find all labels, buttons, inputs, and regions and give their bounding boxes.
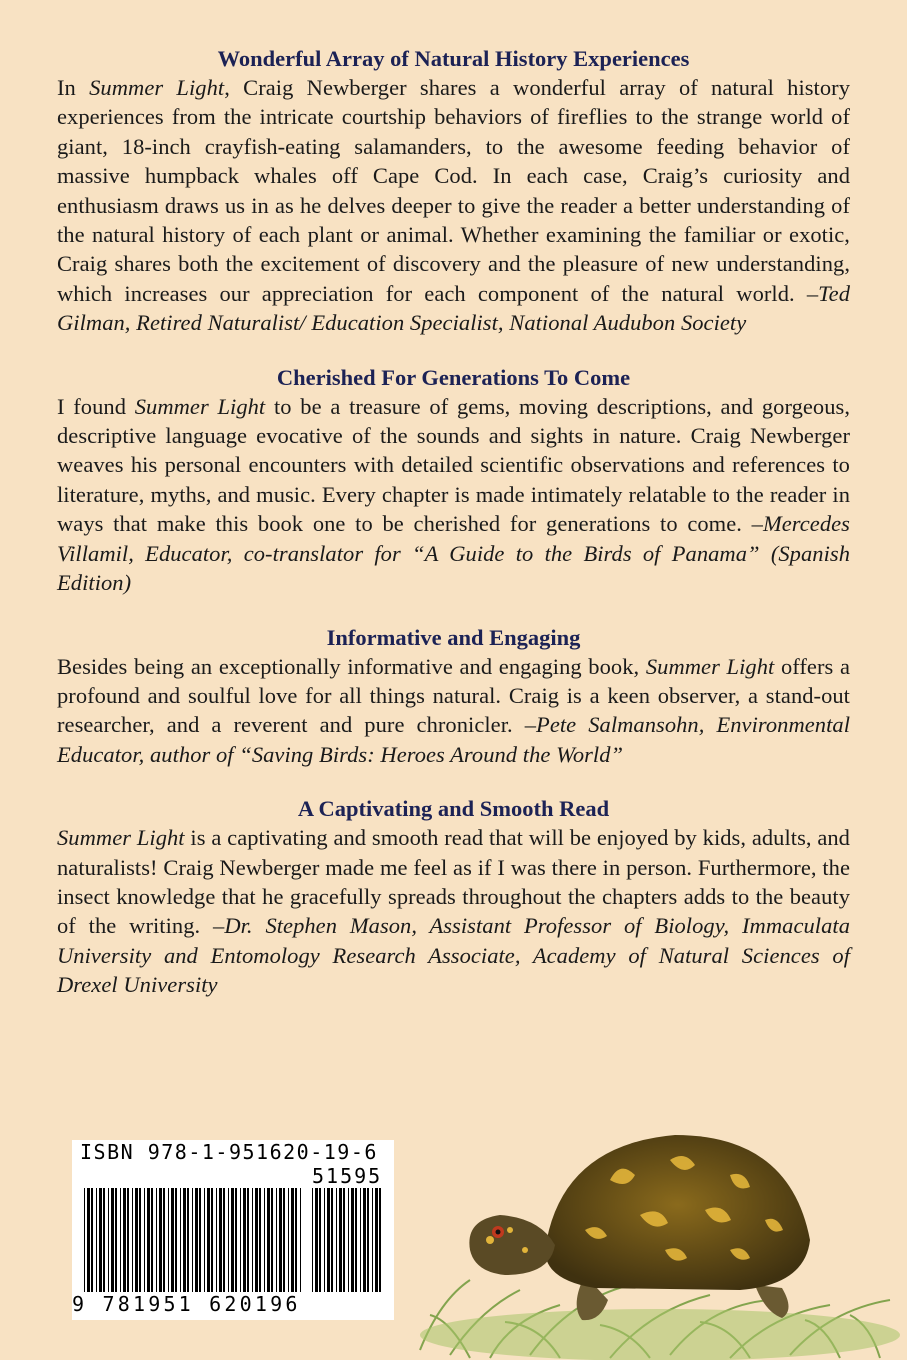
- barcode-bar: [243, 1188, 246, 1292]
- review-heading: A Captivating and Smooth Read: [297, 796, 610, 822]
- barcode-bar: [279, 1188, 282, 1292]
- barcode-bar: [132, 1188, 133, 1292]
- barcode-bar: [351, 1188, 354, 1292]
- barcode-bar: [267, 1188, 270, 1292]
- barcode-bar: [288, 1188, 289, 1292]
- barcode-bar: [295, 1188, 297, 1292]
- review-attribution: –Mercedes Villamil, Educator, co-translator for “A Guide to the Birds of Panama” (Spanish Edition): [57, 511, 850, 596]
- barcode-bar: [87, 1188, 90, 1292]
- review-text: [57, 392, 850, 598]
- barcode-bar: [96, 1188, 97, 1292]
- barcode-bar: [367, 1188, 369, 1292]
- barcode-bar: [211, 1188, 213, 1292]
- review-pre: I found: [57, 393, 135, 419]
- barcode-bar: [223, 1188, 225, 1292]
- barcode-bar: [343, 1188, 345, 1292]
- barcode-bar: [235, 1188, 237, 1292]
- barcode-bar: [144, 1188, 145, 1292]
- barcode-bar: [163, 1188, 165, 1292]
- barcode-bar: [315, 1188, 318, 1292]
- barcode-bar: [192, 1188, 193, 1292]
- review-text: [57, 652, 850, 770]
- review-section: [57, 624, 850, 770]
- barcode-bar: [168, 1188, 169, 1292]
- barcode-bar: [187, 1188, 189, 1292]
- barcode-bar: [127, 1188, 129, 1292]
- barcode-bar: [199, 1188, 201, 1292]
- barcode-bars: [84, 1188, 306, 1292]
- barcode-bar: [84, 1188, 85, 1292]
- isbn-label: ISBN 978-1-951620-19-6: [80, 1140, 378, 1164]
- barcode-bar: [331, 1188, 333, 1292]
- barcode-bar: [231, 1188, 234, 1292]
- price-addon-number: 51595: [312, 1164, 383, 1188]
- barcode-bar: [360, 1188, 361, 1292]
- review-heading: Informative and Engaging: [326, 624, 581, 650]
- barcode-bar: [336, 1188, 337, 1292]
- barcode-bar: [111, 1188, 114, 1292]
- barcode-bar: [147, 1188, 150, 1292]
- isbn-barcode: [72, 1140, 394, 1320]
- barcode-bar: [135, 1188, 138, 1292]
- barcode-bar: [276, 1188, 277, 1292]
- barcode-bar: [240, 1188, 241, 1292]
- barcode-bar: [115, 1188, 117, 1292]
- barcode-bar: [355, 1188, 357, 1292]
- barcode-bar: [216, 1188, 217, 1292]
- barcode-bar: [283, 1188, 285, 1292]
- review-section: [57, 364, 850, 598]
- barcode-bar: [363, 1188, 366, 1292]
- barcode-bar: [204, 1188, 205, 1292]
- barcode-bar: [324, 1188, 325, 1292]
- review-text: [57, 73, 850, 338]
- barcode-bar: [375, 1188, 378, 1292]
- barcode-bar: [139, 1188, 141, 1292]
- barcode-bar: [99, 1188, 102, 1292]
- review-attribution: –Dr. Stephen Mason, Assistant Professor of Biology, Immaculata University and Entomology Research Associate, Academy of Natural Sciences of Drexel University: [57, 913, 850, 998]
- barcode-bar: [156, 1188, 157, 1292]
- barcode-bar: [255, 1188, 258, 1292]
- barcode-bar: [91, 1188, 93, 1292]
- review-attribution: –Ted Gilman, Retired Naturalist/ Education Specialist, National Audubon Society: [57, 280, 850, 336]
- review-heading: Wonderful Array of Natural History Experiences: [217, 46, 690, 71]
- box-turtle-illustration: [410, 1100, 907, 1360]
- ean-number: 9 781951 620196: [72, 1292, 301, 1316]
- reviews-container: [57, 45, 850, 1026]
- barcode-bar: [120, 1188, 121, 1292]
- review-pre: In: [57, 75, 90, 100]
- barcode-bar: [348, 1188, 349, 1292]
- barcode-bar: [159, 1188, 162, 1292]
- barcode-bar: [123, 1188, 126, 1292]
- book-title: Summer Light: [57, 825, 185, 851]
- barcode-bar: [151, 1188, 153, 1292]
- barcode-bar: [180, 1188, 181, 1292]
- barcode-bar: [228, 1188, 229, 1292]
- barcode-bar: [103, 1188, 105, 1292]
- review-body: , Craig Newberger shares a wonderful array of natural history experiences from the intricate courtship behaviors of fireflies to the strange world of giant, 18-inch crayfish-eating salamanders, to the awesome feeding behavior of massive humpback whales off Cape Cod. In each case, Craig’s curiosity and enthusiasm draws us in as he delves deeper to give the reader a better understanding of the natural history of each plant or animal. Whether examining the familiar or exotic, Craig shares both the excitement of discovery and the pleasure of new understanding, which increases our appreciation for each component of the natural world.: [57, 75, 850, 306]
- barcode-bar: [339, 1188, 342, 1292]
- barcode-bar: [291, 1188, 294, 1292]
- barcode-bar: [108, 1188, 109, 1292]
- book-title: Summer Light: [89, 75, 225, 100]
- barcode-bar: [259, 1188, 261, 1292]
- review-attribution: –Pete Salmansohn, Environmental Educator, author of “Saving Birds: Heroes Around the World”: [57, 712, 850, 767]
- barcode-bar: [247, 1188, 249, 1292]
- barcode-bar: [171, 1188, 174, 1292]
- barcode-bar: [175, 1188, 177, 1292]
- barcode-bar: [312, 1188, 313, 1292]
- barcode-bar: [252, 1188, 253, 1292]
- barcode-bar: [379, 1188, 381, 1292]
- barcode-bar: [372, 1188, 373, 1292]
- barcode-bar: [264, 1188, 265, 1292]
- review-body: offers a profound and soulful love for all things natural. Craig is a keen observer, a stand-out researcher, and a reverent and pure chronicler.: [57, 653, 850, 738]
- barcode-bar: [327, 1188, 330, 1292]
- barcode-bar: [300, 1188, 301, 1292]
- barcode-bar: [207, 1188, 210, 1292]
- review-body: is a captivating and smooth read that will be enjoyed by kids, adults, and naturalists! Craig Newberger made me feel as if I was there in person. Furthermore, the insect knowledge that he gracefully spreads throughout the chapters adds to the beauty of the writing.: [57, 825, 850, 939]
- review-body: to be a treasure of gems, moving descriptions, and gorgeous, descriptive language evocative of the sounds and sights in nature. Craig Newberger weaves his personal encounters with detailed scientific observations and references to literature, myths, and music. Every chapter is made intimately relatable to the reader in ways that make this book one to be cherished for generations to come.: [57, 393, 851, 537]
- addon-barcode-bars: [312, 1188, 386, 1292]
- barcode-bar: [195, 1188, 198, 1292]
- barcode-bar: [219, 1188, 222, 1292]
- review-heading: Cherished For Generations To Come: [276, 364, 631, 390]
- book-title: Summer Light: [134, 393, 266, 419]
- review-text: [57, 823, 850, 999]
- review-section: [57, 45, 850, 338]
- review-pre: Besides being an exceptionally informative and engaging book,: [57, 653, 646, 679]
- barcode-bar: [271, 1188, 273, 1292]
- review-section: [57, 795, 850, 999]
- book-title: Summer Light: [645, 653, 775, 679]
- barcode-bar: [183, 1188, 186, 1292]
- barcode-bar: [319, 1188, 321, 1292]
